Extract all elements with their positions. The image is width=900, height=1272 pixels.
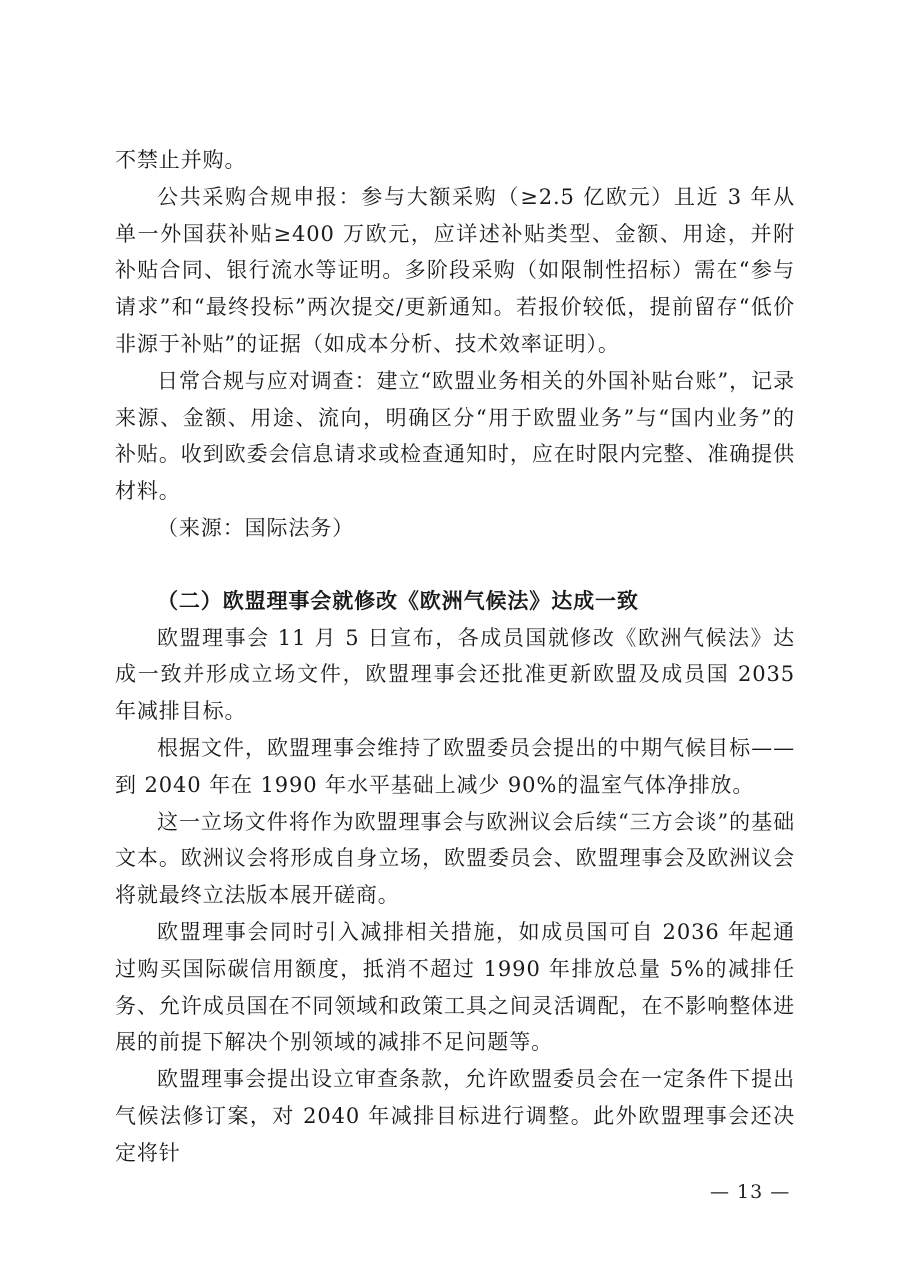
paragraph-continuation: 不禁止并购。 xyxy=(115,148,247,172)
section-heading: （二）欧盟理事会就修改《欧洲气候法》达成一致 xyxy=(157,588,639,613)
page-number: — 13 — xyxy=(710,1181,791,1203)
paragraph-trilogue: 这一立场文件将作为欧盟理事会与欧洲议会后续“三方会谈”的基础文本。欧洲议会将形成自身立场，欧盟委员会、欧盟理事会及欧洲议会将就最终立法版本展开磋商。 xyxy=(115,809,795,908)
paragraph-measures: 欧盟理事会同时引入减排相关措施，如成员国可自 2036 年起通过购买国际碳信用额度，抵消不超过 1990 年排放总量 5%的减排任务、允许成员国在不同领域和政策工具之间灵活调配，在不影响整体进展的前提下解决个别领域的减排不足问题等。 xyxy=(115,919,795,1055)
paragraph-review-clause: 欧盟理事会提出设立审查条款，允许欧盟委员会在一定条件下提出气候法修订案，对 2040 年减排目标进行调整。此外欧盟理事会还决定将针 xyxy=(115,1067,795,1165)
paragraph-daily-compliance: 日常合规与应对调查：建立“欧盟业务相关的外国补贴台账”，记录来源、金额、用途、流向，明确区分“用于欧盟业务”与“国内业务”的补贴。收到欧委会信息请求或检查通知时，应在时限内完整、准确提供材料。 xyxy=(115,368,795,504)
source-note: （来源：国际法务） xyxy=(157,515,355,540)
paragraph-climate-target: 根据文件，欧盟理事会维持了欧盟委员会提出的中期气候目标——到 2040 年在 1990 年水平基础上减少 90%的温室气体净排放。 xyxy=(115,735,795,797)
document-body xyxy=(115,142,795,1172)
paragraph-announcement: 欧盟理事会 11 月 5 日宣布，各成员国就修改《欧洲气候法》达成一致并形成立场文件，欧盟理事会还批准更新欧盟及成员国 2035 年减排目标。 xyxy=(115,625,795,724)
paragraph-public-procurement: 公共采购合规申报：参与大额采购（≥2.5 亿欧元）且近 3 年从单一外国获补贴≥400 万欧元，应详述补贴类型、金额、用途，并附补贴合同、银行流水等证明。多阶段采购（如限制性招标）需在“参与请求”和“最终投标”两次提交/更新通知。若报价较低，提前留存“低价非源于补贴”的证据（如成本分析、技术效率证明）。 xyxy=(115,184,795,356)
